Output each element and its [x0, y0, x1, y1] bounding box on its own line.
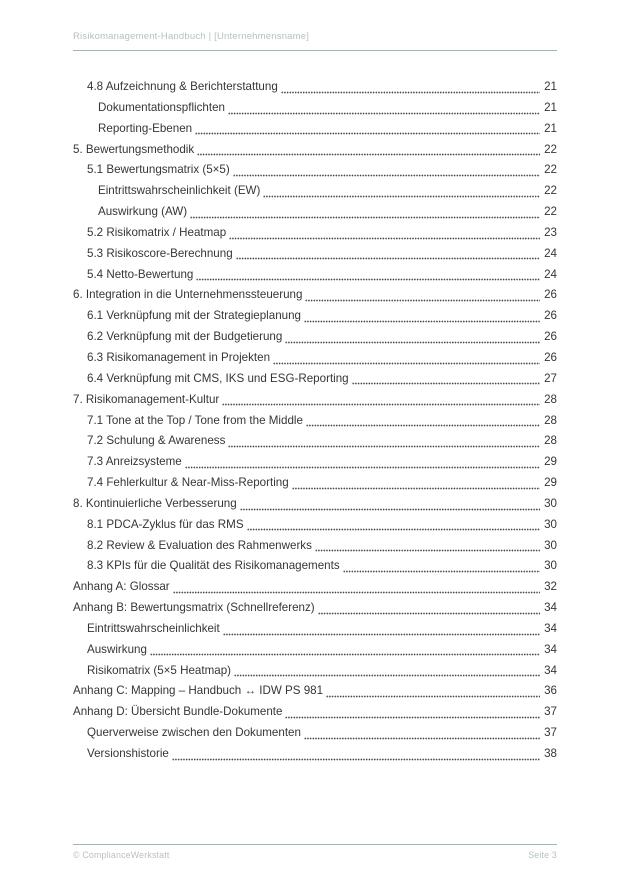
toc-entry[interactable] — [73, 536, 557, 557]
toc-entry-label: 8.1 PDCA-Zyklus für das RMS — [87, 517, 244, 531]
toc-entry-page: 28 — [544, 413, 557, 427]
toc-entry-label: 7.3 Anreizsysteme — [87, 455, 182, 469]
toc-entry[interactable] — [73, 348, 557, 369]
toc-leader-dots — [352, 369, 540, 390]
toc-entry-page: 27 — [544, 371, 557, 385]
toc-entry[interactable] — [73, 431, 557, 452]
toc-entry-page: 30 — [544, 517, 557, 531]
toc-entry[interactable] — [73, 390, 557, 411]
toc-entry-label: Eintrittswahrscheinlichkeit — [87, 621, 220, 635]
toc-entry-page: 29 — [544, 455, 557, 469]
toc-entry[interactable] — [73, 98, 557, 119]
toc-leader-dots — [195, 119, 540, 140]
toc-entry[interactable] — [73, 181, 557, 202]
toc-entry-page: 36 — [544, 684, 557, 698]
toc-entry-page: 30 — [544, 538, 557, 552]
toc-entry[interactable] — [73, 160, 557, 181]
toc-entry-label: 5.4 Netto-Bewertung — [87, 267, 194, 281]
toc-leader-dots — [285, 327, 540, 348]
header-rule — [73, 50, 557, 51]
toc-leader-dots — [315, 536, 540, 557]
toc-entry[interactable] — [73, 619, 557, 640]
page-header-title: Risikomanagement-Handbuch | [Unternehmensname] — [73, 31, 310, 42]
toc-entry-page: 34 — [544, 642, 557, 656]
toc-leader-dots — [240, 494, 540, 515]
toc-entry-label: 5. Bewertungsmethodik — [73, 142, 195, 156]
toc-leader-dots — [234, 661, 540, 682]
toc-entry-label: 6.2 Verknüpfung mit der Budgetierung — [87, 330, 283, 344]
toc-entry-label: 7.2 Schulung & Awareness — [87, 434, 226, 448]
toc-entry-page: 30 — [544, 496, 557, 510]
toc-leader-dots — [304, 723, 540, 744]
toc-entry-page: 28 — [544, 392, 557, 406]
toc-entry[interactable] — [73, 140, 557, 161]
toc-entry-label: 6.3 Risikomanagement in Projekten — [87, 350, 271, 364]
toc-entry-label: Anhang A: Glossar — [73, 580, 170, 594]
toc-entry[interactable] — [73, 661, 557, 682]
toc-entry-page: 24 — [544, 267, 557, 281]
toc-entry-page: 26 — [544, 350, 557, 364]
toc-entry[interactable] — [73, 556, 557, 577]
toc-leader-dots — [173, 577, 540, 598]
toc-entry[interactable] — [73, 702, 557, 723]
toc-leader-dots — [223, 619, 540, 640]
toc-entry-page: 38 — [544, 747, 557, 760]
toc-entry-page: 26 — [544, 309, 557, 323]
toc-leader-dots — [343, 556, 540, 577]
toc-entry[interactable] — [73, 119, 557, 140]
toc-entry-label: 5.3 Risikoscore-Berechnung — [87, 246, 233, 260]
toc-entry-page: 28 — [544, 434, 557, 448]
toc-entry[interactable] — [73, 473, 557, 494]
toc-entry[interactable] — [73, 244, 557, 265]
toc-entry[interactable] — [73, 285, 557, 306]
toc-entry-label: 5.2 Risikomatrix / Heatmap — [87, 225, 227, 239]
table-of-contents — [73, 77, 557, 765]
toc-entry-label: 7.1 Tone at the Top / Tone from the Middle — [87, 413, 303, 427]
toc-entry-page: 30 — [544, 559, 557, 573]
toc-entry-label: 6. Integration in die Unternehmenssteuerung — [73, 288, 303, 302]
toc-entry-label: Versionshistorie — [87, 747, 169, 760]
toc-entry[interactable] — [73, 369, 557, 390]
footer-rule — [73, 844, 557, 845]
toc-entry[interactable] — [73, 223, 557, 244]
toc-entry-label: Dokumentationspflichten — [98, 100, 225, 114]
toc-entry[interactable] — [73, 577, 557, 598]
toc-entry[interactable] — [73, 681, 557, 702]
toc-leader-dots — [190, 202, 540, 223]
toc-leader-dots — [222, 390, 540, 411]
toc-entry-page: 21 — [544, 100, 557, 114]
toc-entry-label: 7.4 Fehlerkultur & Near-Miss-Reporting — [87, 476, 289, 490]
toc-leader-dots — [292, 473, 540, 494]
toc-entry-label: Auswirkung — [87, 642, 147, 656]
toc-entry-label: Auswirkung (AW) — [98, 205, 188, 219]
toc-entry-label: Anhang C: Mapping – Handbuch ↔ IDW PS 981 — [73, 684, 324, 698]
toc-leader-dots — [236, 244, 540, 265]
toc-entry[interactable] — [73, 494, 557, 515]
footer-page-number: Seite 3 — [528, 850, 557, 860]
toc-entry[interactable] — [73, 598, 557, 619]
toc-leader-dots — [318, 598, 540, 619]
toc-entry-label: 8. Kontinuierliche Verbesserung — [73, 496, 237, 510]
toc-leader-dots — [228, 98, 540, 119]
toc-entry-page: 21 — [544, 80, 557, 93]
toc-entry-label: 8.3 KPIs für die Qualität des Risikomanagements — [87, 559, 340, 573]
toc-entry[interactable] — [73, 306, 557, 327]
toc-entry-page: 22 — [544, 184, 557, 198]
toc-entry-label: Anhang B: Bewertungsmatrix (Schnellreferenz) — [73, 601, 315, 615]
toc-entry-label: Risikomatrix (5×5 Heatmap) — [87, 663, 231, 677]
toc-entry-label: 5.1 Bewertungsmatrix (5×5) — [87, 163, 230, 177]
toc-leader-dots — [229, 223, 540, 244]
toc-leader-dots — [306, 411, 540, 432]
toc-entry[interactable] — [73, 452, 557, 473]
toc-entry-page: 22 — [544, 142, 557, 156]
toc-entry[interactable] — [73, 265, 557, 286]
toc-entry[interactable] — [73, 411, 557, 432]
toc-entry[interactable] — [73, 327, 557, 348]
toc-entry-label: Querverweise zwischen den Dokumenten — [87, 726, 301, 740]
toc-entry-page: 32 — [544, 580, 557, 594]
toc-entry-page: 21 — [544, 121, 557, 135]
toc-leader-dots — [304, 306, 540, 327]
footer-copyright: © ComplianceWerkstatt — [73, 850, 170, 860]
toc-entry[interactable] — [73, 77, 557, 98]
toc-leader-dots — [197, 140, 540, 161]
toc-leader-dots — [228, 431, 540, 452]
toc-entry-label: 7. Risikomanagement-Kultur — [73, 392, 220, 406]
toc-leader-dots — [273, 348, 540, 369]
toc-entry-label: 6.4 Verknüpfung mit CMS, IKS und ESG-Reporting — [87, 371, 349, 385]
toc-leader-dots — [150, 640, 540, 661]
toc-entry-page: 37 — [544, 726, 557, 740]
toc-entry-page: 23 — [544, 225, 557, 239]
toc-leader-dots — [233, 160, 540, 181]
toc-entry-page: 26 — [544, 288, 557, 302]
toc-entry-page: 34 — [544, 663, 557, 677]
toc-leader-dots — [172, 744, 540, 765]
toc-entry[interactable] — [73, 202, 557, 223]
toc-entry-label: 4.8 Aufzeichnung & Berichterstattung — [87, 80, 278, 93]
toc-entry-page: 26 — [544, 330, 557, 344]
toc-leader-dots — [326, 681, 540, 702]
toc-entry-page: 22 — [544, 205, 557, 219]
toc-leader-dots — [185, 452, 540, 473]
toc-entry-page: 22 — [544, 163, 557, 177]
toc-entry-label: Reporting-Ebenen — [98, 121, 193, 135]
toc-entry-page: 37 — [544, 705, 557, 719]
toc-leader-dots — [305, 285, 540, 306]
toc-entry-page: 29 — [544, 476, 557, 490]
toc-entry-page: 34 — [544, 621, 557, 635]
page-footer — [73, 850, 557, 860]
toc-entry[interactable] — [73, 515, 557, 536]
toc-entry-label: 8.2 Review & Evaluation des Rahmenwerks — [87, 538, 312, 552]
toc-entry[interactable] — [73, 744, 557, 765]
toc-entry-page: 24 — [544, 246, 557, 260]
toc-leader-dots — [263, 181, 540, 202]
toc-entry[interactable] — [73, 723, 557, 744]
toc-leader-dots — [281, 77, 540, 98]
toc-entry-label: Eintrittswahrscheinlichkeit (EW) — [98, 184, 261, 198]
toc-leader-dots — [196, 265, 540, 286]
toc-entry-label: 6.1 Verknüpfung mit der Strategieplanung — [87, 309, 301, 323]
toc-entry-label: Anhang D: Übersicht Bundle-Dokumente — [73, 705, 283, 719]
toc-leader-dots — [285, 702, 540, 723]
toc-entry-page: 34 — [544, 601, 557, 615]
toc-entry[interactable] — [73, 640, 557, 661]
toc-leader-dots — [247, 515, 541, 536]
